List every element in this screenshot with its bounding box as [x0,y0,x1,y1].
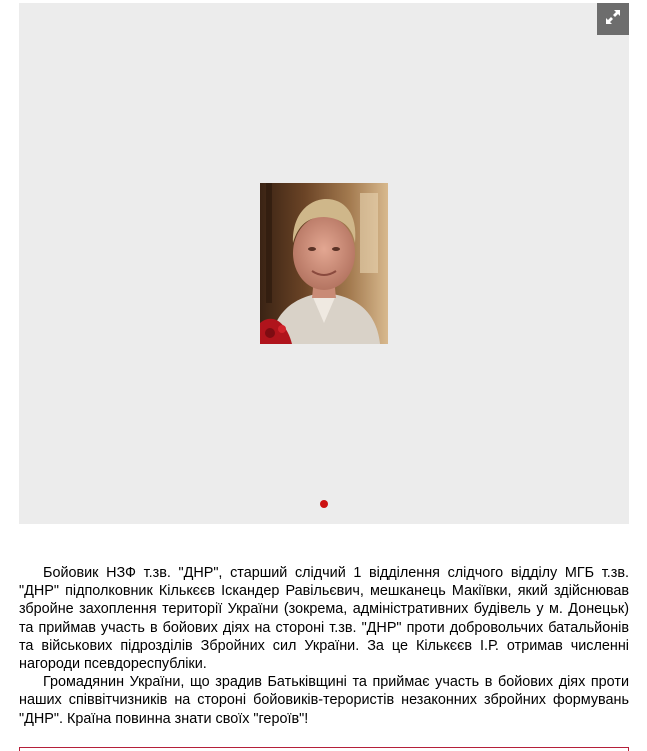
article-paragraph: Бойовик НЗФ т.зв. "ДНР", старший слідчий 1 відділення слідчого відділу МГБ т.зв. "ДНР" підполковник Кількєєв Іскандер Равільєвич, мешканець Макіївки, який здійснював збройне захоплення території України (зокрема, адміністративних будівель у м. Донецьк) та приймав участь в бойових діях на стороні т.зв. "ДНР" проти добровольчих батальйонів та військових підрозділів Збройних сил України. За це Кількєєв І.Р. отримав численні нагороди псевдореспубліки. [19,565,629,673]
next-block-border [19,747,629,751]
slider-pagination [19,500,629,508]
portrait-photo[interactable] [260,183,388,344]
slide-dot-active[interactable] [320,500,328,508]
article-paragraph: Громадянин України, що зрадив Батьківщині та приймає участь в бойових діях проти наших співвітчизників на стороні бойовиків-терористів незаконних збройних формувань "ДНР". Країна повинна знати своїх "героїв"! [19,674,629,727]
expand-icon [603,7,623,32]
fullscreen-button[interactable] [597,3,629,35]
image-gallery [19,3,629,524]
article-body [19,564,629,728]
